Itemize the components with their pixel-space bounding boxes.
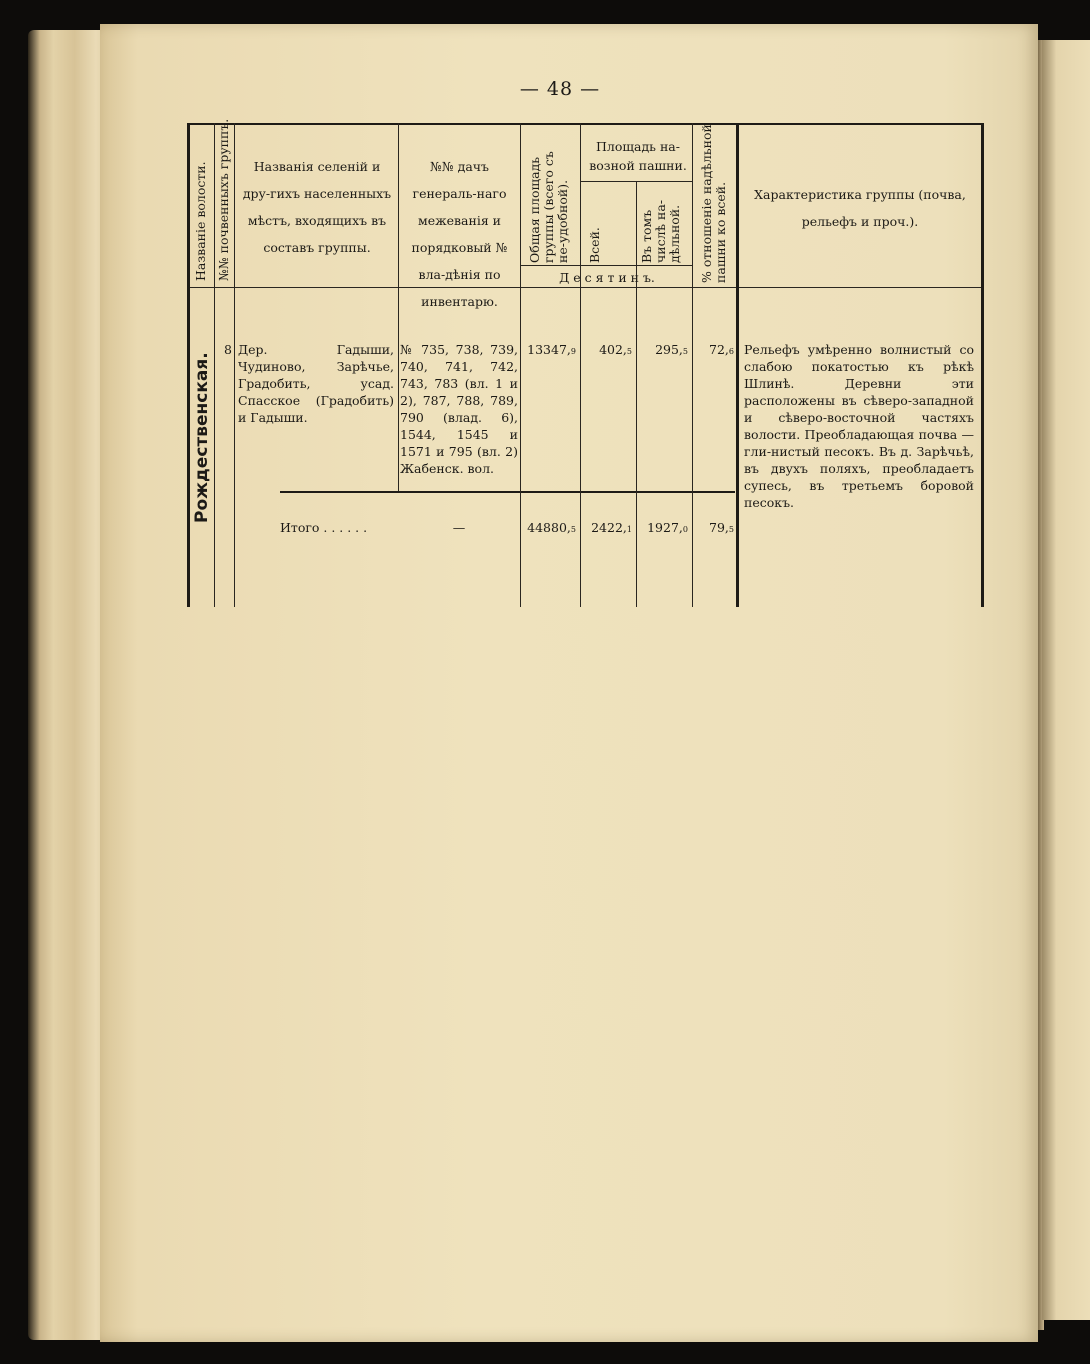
row-arable-all: 402,5 [599,342,632,357]
row-percent: 72,6 [709,342,734,357]
total-arable-all: 2422,1 [591,520,632,535]
header-bottom-rule [188,287,983,288]
volost-name: Рождественская. [192,352,212,523]
row-dachas: № 735, 738, 739, 740, 741, 742, 743, 783 (вл. 1 и 2), 787, 788, 789, 790 (влад. 6), 1544, 1545 и 1571 и 795 (вл. 2) Жабенск. вол. [400,342,518,476]
total-dachas: — [452,520,466,535]
page-number: — 48 — [519,78,601,100]
col-rule-4 [520,123,521,607]
header-total-area: Общая площадь группы (всего съ не-удобной). [527,151,570,263]
right-border [981,123,984,607]
data-table [188,118,983,607]
row-group-no: 8 [224,342,232,357]
header-arable-all: Всей. [587,227,602,263]
unit-rule [520,265,692,266]
row-arable-allot: 295,5 [655,342,688,357]
col-rule-7 [692,123,693,607]
col-rule-2 [234,123,235,607]
row-total-area: 13347,9 [527,342,576,357]
total-arable-allot: 1927,0 [647,520,688,535]
header-volost: Названіе волости. [193,161,208,281]
next-page [1042,40,1090,1320]
header-unit: Д е с я т и н ъ. [559,270,655,285]
header-arable: Площадь на-возной пашни. [589,139,687,173]
header-arable-allot: Въ томъ числѣ на-дѣльной. [639,199,682,263]
col-rule-3 [398,123,399,491]
header-characteristic: Характеристика группы (почва, рельефъ и проч.). [754,187,966,229]
header-dachas: №№ дачъ генераль-наго межеванія и порядковый № вла-дѣнія по инвентарю. [411,159,508,309]
row-settlements: Дер. Гадыши, Чудиново, Зарѣчье, Градобить, усад. Спасское (Градобить) и Гадыши. [238,342,394,425]
header-group-no: №№ почвенныхъ группъ. [216,118,231,281]
total-area: 44880,5 [527,520,576,535]
header-percent: % отношеніе надѣльной пашни ко всей. [699,124,728,283]
left-border [187,123,190,607]
total-rule [280,491,735,493]
table-top-rule [188,123,983,125]
col-rule-1 [214,123,215,607]
col-rule-5 [580,123,581,607]
header-settlements: Названія селеній и дру-гихъ населенныхъ мѣстъ, входящихъ въ составъ группы. [242,159,392,255]
total-label: Итого . . . . . . [280,520,368,535]
col-rule-8 [736,123,739,607]
col-rule-6 [636,181,637,607]
total-percent: 79,5 [709,520,734,535]
row-characteristic: Рельефъ умѣренно волнистый со слабою покатостью къ рѣкѣ Шлинѣ. Деревни эти расположены въ сѣверо-западной и сѣверо-восточной частяхъ волости. Преобладающая почва — гли-нистый песокъ. Въ д. Зарѣчьѣ, въ двухъ поляхъ, преобладаетъ супесь, въ третьемъ боровой песокъ. [744,342,974,510]
